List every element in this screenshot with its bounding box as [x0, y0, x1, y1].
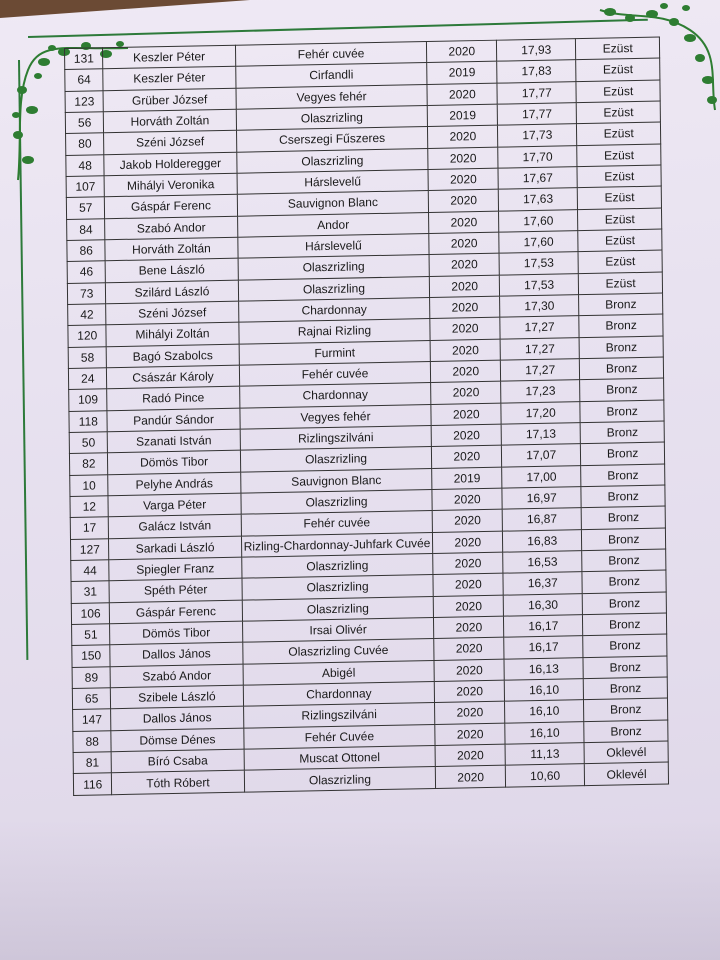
cell-score: 16,87 [502, 508, 582, 531]
cell-wine: Olaszrizling [236, 148, 428, 173]
cell-year: 2020 [430, 275, 500, 298]
cell-award: Bronz [580, 378, 664, 401]
cell-score: 17,00 [502, 465, 582, 488]
cell-award: Bronz [581, 485, 665, 508]
cell-wine: Rajnai Rizling [238, 319, 430, 344]
cell-award: Bronz [580, 357, 664, 380]
cell-year: 2020 [433, 531, 503, 554]
cell-award: Ezüst [579, 272, 663, 295]
cell-score: 16,13 [504, 657, 584, 680]
cell-id: 24 [68, 368, 107, 390]
cell-score: 16,30 [503, 593, 583, 616]
cell-wine: Rizlingszilváni [243, 703, 435, 728]
cell-wine: Cserszegi Fűszeres [236, 127, 428, 152]
cell-year: 2020 [432, 424, 502, 447]
cell-name: Bagó Szabolcs [107, 344, 239, 368]
cell-score: 10,60 [505, 764, 585, 787]
cell-award: Bronz [579, 314, 663, 337]
cell-award: Bronz [582, 549, 666, 572]
cell-name: Gáspár Ferenc [110, 600, 242, 624]
cell-wine: Olaszrizling [242, 575, 434, 600]
cell-id: 127 [70, 538, 109, 560]
cell-year: 2020 [432, 445, 502, 468]
cell-name: Spiegler Franz [109, 557, 241, 581]
cell-year: 2020 [429, 232, 499, 255]
cell-name: Bene László [106, 258, 238, 282]
cell-wine: Andor [237, 212, 429, 237]
cell-name: Radó Pince [107, 386, 239, 410]
cell-year: 2020 [434, 616, 504, 639]
cell-score: 17,67 [498, 167, 578, 190]
cell-award: Ezüst [578, 208, 662, 231]
cell-id: 48 [66, 154, 105, 176]
cell-id: 56 [65, 112, 104, 134]
cell-year: 2020 [431, 403, 501, 426]
cell-name: Varga Péter [108, 493, 240, 517]
cell-id: 58 [68, 346, 107, 368]
cell-award: Ezüst [577, 101, 661, 124]
cell-wine: Chardonnay [239, 383, 431, 408]
cell-score: 16,53 [503, 551, 583, 574]
cell-year: 2020 [430, 296, 500, 319]
cell-wine: Hárslevelű [237, 169, 429, 194]
cell-name: Keszler Péter [103, 45, 235, 69]
cell-wine: Abigél [243, 660, 435, 685]
cell-score: 16,97 [502, 487, 582, 510]
cell-name: Szanati István [108, 429, 240, 453]
cell-wine: Olaszrizling [238, 255, 430, 280]
cell-award: Ezüst [577, 165, 661, 188]
cell-name: Horváth Zoltán [105, 237, 237, 261]
cell-score: 16,83 [502, 529, 582, 552]
cell-award: Bronz [582, 506, 666, 529]
cell-id: 65 [72, 688, 111, 710]
cell-award: Ezüst [576, 80, 660, 103]
cell-year: 2019 [432, 467, 502, 490]
cell-score: 16,10 [505, 721, 585, 744]
results-table [64, 37, 669, 796]
cell-wine: Fehér cuvée [241, 511, 433, 536]
cell-year: 2020 [431, 360, 501, 383]
cell-wine: Olaszrizling [241, 553, 433, 578]
cell-wine: Olaszrizling Cuvée [242, 639, 434, 664]
cell-name: Széni József [106, 301, 238, 325]
cell-year: 2020 [427, 83, 497, 106]
cell-id: 17 [70, 517, 109, 539]
cell-score: 17,63 [498, 188, 578, 211]
cell-award: Bronz [580, 421, 664, 444]
cell-year: 2020 [434, 637, 504, 660]
cell-name: Széni József [104, 131, 236, 155]
cell-wine: Chardonnay [238, 297, 430, 322]
cell-wine: Irsai Olivér [242, 617, 434, 642]
cell-score: 17,20 [501, 401, 581, 424]
cell-wine: Vegyes fehér [239, 404, 431, 429]
cell-year: 2020 [430, 253, 500, 276]
cell-award: Ezüst [576, 37, 660, 60]
cell-year: 2020 [436, 744, 506, 767]
cell-id: 80 [66, 133, 105, 155]
cell-id: 116 [73, 773, 112, 796]
cell-name: Grüber József [104, 88, 236, 112]
cell-score: 17,27 [500, 359, 580, 382]
cell-name: Bíró Csaba [112, 749, 244, 773]
cell-year: 2019 [428, 104, 498, 127]
cell-id: 123 [65, 90, 104, 112]
cell-wine: Olaszrizling [236, 106, 428, 131]
cell-score: 17,93 [496, 39, 576, 62]
cell-score: 17,27 [500, 316, 580, 339]
cell-score: 17,70 [498, 145, 578, 168]
cell-year: 2019 [427, 62, 497, 85]
cell-award: Oklevél [585, 762, 669, 785]
cell-award: Bronz [583, 592, 667, 615]
cell-year: 2020 [428, 168, 498, 191]
cell-id: 31 [71, 581, 110, 603]
cell-score: 17,30 [500, 295, 580, 318]
cell-score: 17,53 [499, 273, 579, 296]
cell-award: Bronz [583, 613, 667, 636]
cell-award: Bronz [581, 442, 665, 465]
cell-name: Dömös Tibor [110, 621, 242, 645]
cell-id: 46 [67, 261, 106, 283]
cell-year: 2020 [433, 552, 503, 575]
cell-wine: Sauvignon Blanc [237, 191, 429, 216]
cell-id: 57 [66, 197, 105, 219]
cell-score: 17,07 [501, 444, 581, 467]
cell-award: Bronz [583, 634, 667, 657]
cell-award: Bronz [579, 293, 663, 316]
cell-year: 2020 [435, 680, 505, 703]
cell-id: 88 [73, 730, 112, 752]
cell-wine: Fehér cuvée [235, 42, 427, 67]
cell-name: Dallos János [110, 642, 242, 666]
cell-award: Ezüst [576, 58, 660, 81]
cell-id: 82 [69, 453, 108, 475]
cell-id: 106 [71, 602, 110, 624]
cell-score: 17,60 [499, 231, 579, 254]
cell-year: 2020 [428, 147, 498, 170]
cell-year: 2020 [430, 317, 500, 340]
cell-award: Bronz [583, 656, 667, 679]
cell-id: 120 [68, 325, 107, 347]
cell-award: Bronz [584, 720, 668, 743]
cell-id: 64 [65, 69, 104, 91]
page-shadow [0, 820, 720, 960]
cell-id: 81 [73, 752, 112, 774]
cell-name: Dömös Tibor [108, 450, 240, 474]
cell-award: Bronz [582, 570, 666, 593]
cell-award: Bronz [579, 336, 663, 359]
cell-year: 2020 [428, 126, 498, 149]
cell-award: Ezüst [578, 229, 662, 252]
cell-name: Pelyhe András [108, 472, 240, 496]
cell-score: 17,60 [499, 209, 579, 232]
cell-id: 51 [72, 624, 111, 646]
cell-name: Sarkadi László [109, 536, 241, 560]
cell-name: Szabó Andor [111, 664, 243, 688]
cell-wine: Olaszrizling [240, 489, 432, 514]
cell-name: Keszler Péter [103, 67, 235, 91]
cell-award: Bronz [580, 400, 664, 423]
cell-year: 2020 [433, 573, 503, 596]
cell-wine: Fehér Cuvée [243, 724, 435, 749]
cell-id: 50 [69, 432, 108, 454]
cell-award: Ezüst [578, 186, 662, 209]
cell-score: 16,17 [504, 615, 584, 638]
cell-score: 16,10 [504, 678, 584, 701]
cell-id: 118 [69, 410, 108, 432]
cell-wine: Sauvignon Blanc [240, 468, 432, 493]
cell-year: 2020 [429, 189, 499, 212]
cell-score: 16,37 [503, 572, 583, 595]
cell-id: 44 [71, 560, 110, 582]
cell-name: Császár Károly [107, 365, 239, 389]
cell-year: 2020 [435, 701, 505, 724]
cell-wine: Olaszrizling [240, 447, 432, 472]
cell-award: Bronz [584, 677, 668, 700]
cell-name: Spéth Péter [109, 578, 241, 602]
cell-year: 2020 [427, 40, 497, 63]
cell-name: Dallos János [111, 706, 243, 730]
cell-year: 2020 [433, 509, 503, 532]
cell-score: 17,53 [499, 252, 579, 275]
cell-score: 17,23 [501, 380, 581, 403]
cell-award: Oklevél [584, 741, 668, 764]
cell-wine: Chardonnay [243, 681, 435, 706]
cell-id: 150 [72, 645, 111, 667]
cell-wine: Rizlingszilváni [240, 425, 432, 450]
cell-award: Bronz [582, 528, 666, 551]
cell-year: 2020 [431, 339, 501, 362]
cell-year: 2020 [434, 659, 504, 682]
cell-name: Jakob Holderegger [104, 152, 236, 176]
cell-id: 12 [70, 496, 109, 518]
cell-name: Horváth Zoltán [104, 109, 236, 133]
cell-id: 10 [70, 474, 109, 496]
cell-wine: Olaszrizling [242, 596, 434, 621]
cell-name: Dömse Dénes [111, 728, 243, 752]
cell-year: 2020 [429, 211, 499, 234]
cell-id: 42 [68, 304, 107, 326]
cell-score: 16,10 [505, 700, 585, 723]
cell-award: Ezüst [578, 250, 662, 273]
cell-id: 107 [66, 176, 105, 198]
cell-name: Galácz István [109, 514, 241, 538]
cell-name: Tóth Róbert [112, 770, 244, 794]
cell-score: 17,13 [501, 423, 581, 446]
cell-score: 17,73 [498, 124, 578, 147]
cell-award: Bronz [581, 464, 665, 487]
cell-year: 2020 [431, 381, 501, 404]
cell-name: Szilárd László [106, 280, 238, 304]
cell-id: 131 [65, 48, 104, 70]
cell-wine: Hárslevelű [237, 233, 429, 258]
cell-score: 17,77 [497, 103, 577, 126]
cell-name: Gáspár Ferenc [105, 195, 237, 219]
cell-award: Bronz [584, 698, 668, 721]
cell-score: 16,17 [504, 636, 584, 659]
cell-name: Pandúr Sándor [107, 408, 239, 432]
cell-id: 86 [67, 240, 106, 262]
cell-year: 2020 [434, 595, 504, 618]
cell-name: Szibele László [111, 685, 243, 709]
cell-score: 17,77 [497, 81, 577, 104]
cell-score: 11,13 [505, 742, 585, 765]
cell-award: Ezüst [577, 144, 661, 167]
cell-name: Szabó Andor [105, 216, 237, 240]
cell-id: 73 [67, 282, 106, 304]
cell-id: 147 [73, 709, 112, 731]
cell-name: Mihályi Veronika [105, 173, 237, 197]
cell-wine: Muscat Ottonel [244, 745, 436, 770]
cell-name: Mihályi Zoltán [106, 322, 238, 346]
cell-award: Ezüst [577, 122, 661, 145]
cell-id: 84 [67, 218, 106, 240]
cell-year: 2020 [432, 488, 502, 511]
cell-score: 17,27 [500, 337, 580, 360]
cell-id: 89 [72, 666, 111, 688]
cell-wine: Cirfandli [235, 63, 427, 88]
cell-wine: Vegyes fehér [236, 84, 428, 109]
cell-wine: Furmint [239, 340, 431, 365]
cell-score: 17,83 [497, 60, 577, 83]
cell-wine: Rizling-Chardonnay-Juhfark Cuvée [241, 532, 433, 557]
cell-year: 2020 [435, 723, 505, 746]
cell-year: 2020 [436, 765, 506, 788]
cell-wine: Fehér cuvée [239, 361, 431, 386]
cell-wine: Olaszrizling [238, 276, 430, 301]
cell-wine: Olaszrizling [244, 767, 436, 793]
cell-id: 109 [69, 389, 108, 411]
